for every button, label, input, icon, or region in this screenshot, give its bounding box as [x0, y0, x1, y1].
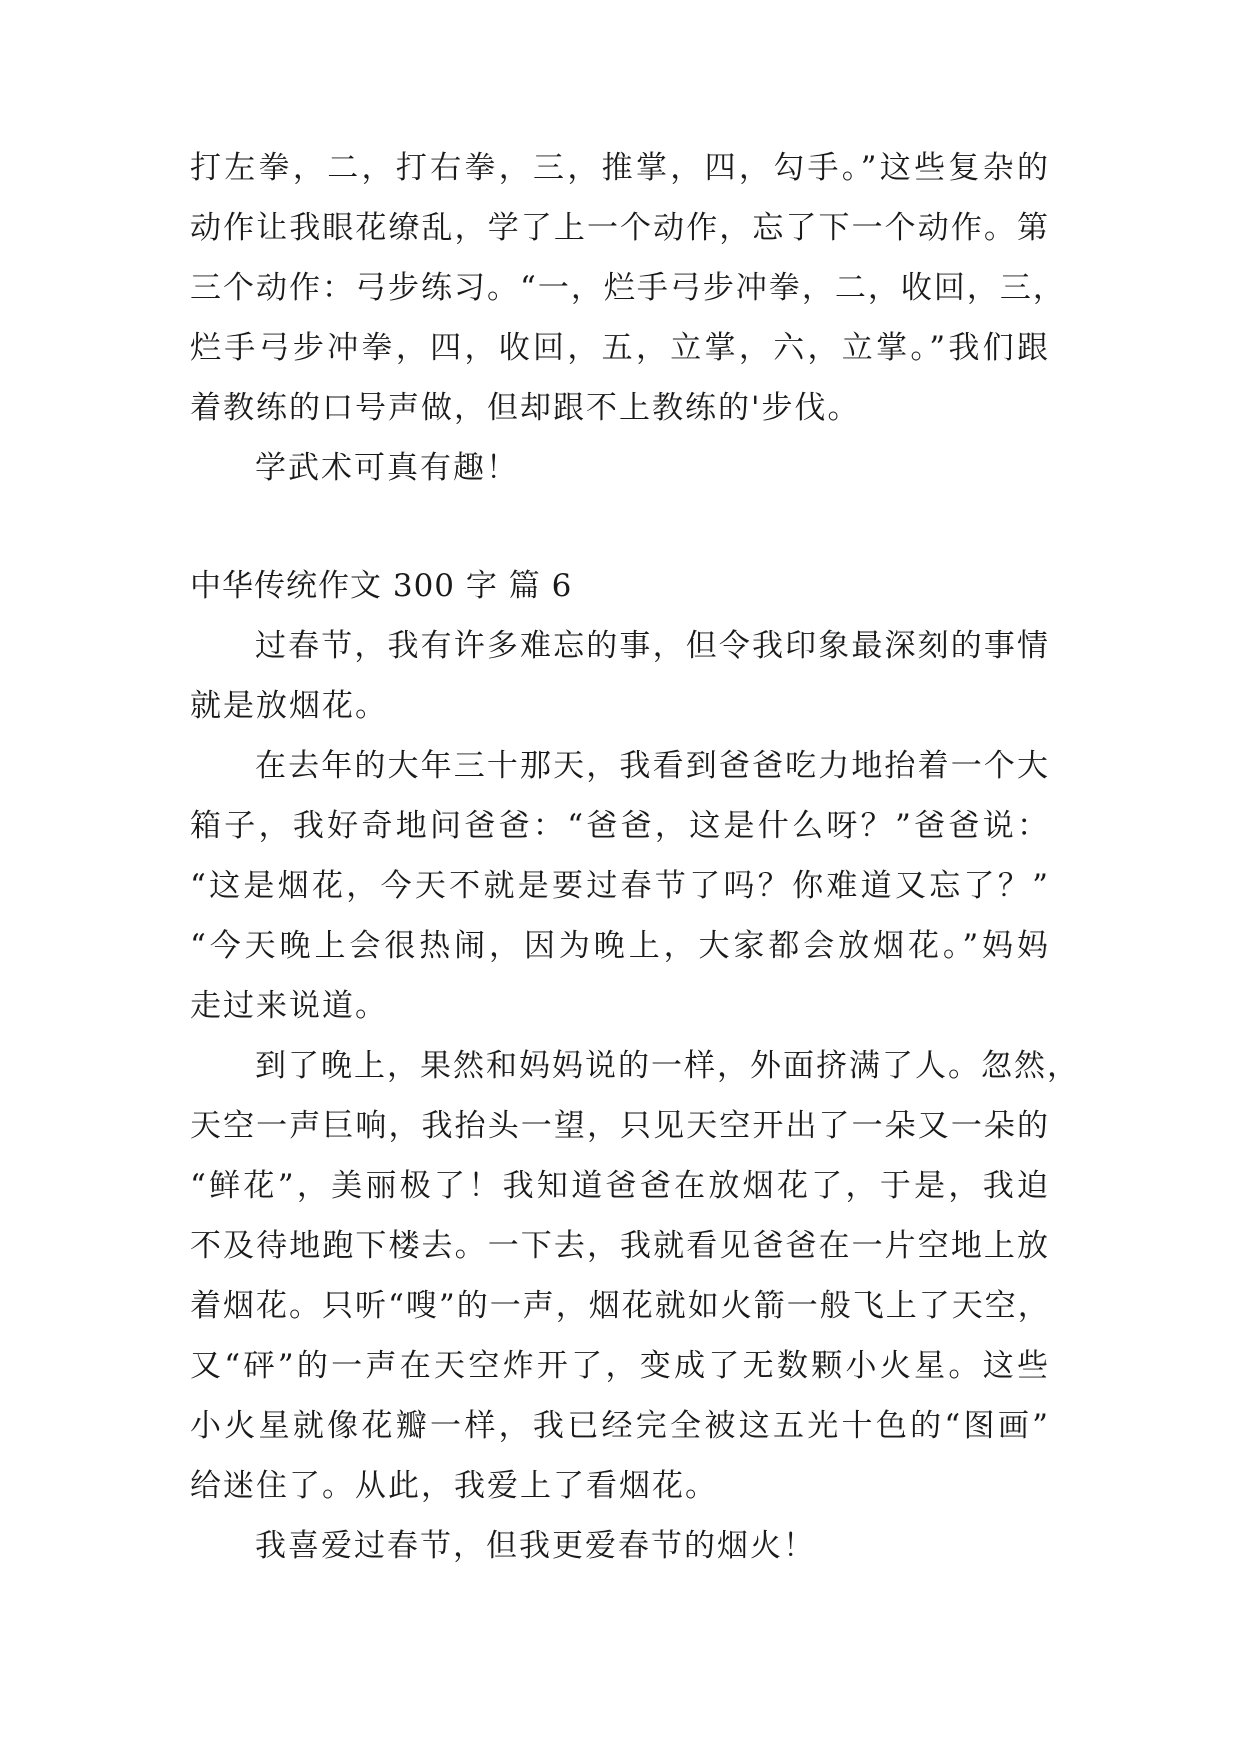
text-line: 我喜爱过春节，但我更爱春节的烟火！ — [255, 1528, 816, 1564]
essay-heading: 中华传统作文 300 字 篇 6 — [190, 568, 573, 604]
text-line: “鲜花”，美丽极了！我知道爸爸在放烟花了，于是，我迫 — [190, 1168, 1050, 1204]
text-line: 天空一声巨响，我抬头一望，只见天空开出了一朵又一朵的 — [190, 1108, 1050, 1144]
text-line: 又“砰”的一声在天空炸开了，变成了无数颗小火星。这些 — [190, 1348, 1050, 1384]
text-line: 在去年的大年三十那天，我看到爸爸吃力地抬着一个大 — [255, 748, 1050, 784]
text-line: 三个动作：弓步练习。“一，烂手弓步冲拳，二，收回，三， — [190, 270, 1066, 306]
text-line: 给迷住了。从此，我爱上了看烟花。 — [190, 1468, 718, 1504]
text-line: 过春节，我有许多难忘的事，但令我印象最深刻的事情 — [255, 628, 1050, 664]
closing-line: 学武术可真有趣！ — [255, 450, 519, 486]
text-line: 烂手弓步冲拳，四，收回，五，立掌，六，立掌。”我们跟 — [190, 330, 1050, 366]
text-line: 箱子，我好奇地问爸爸：“爸爸，这是什么呀？”爸爸说： — [190, 808, 1050, 844]
text-line: 着教练的口号声做，但却跟不上教练的'步伐。 — [190, 390, 861, 426]
text-line: 小火星就像花瓣一样，我已经完全被这五光十色的“图画” — [190, 1408, 1050, 1444]
text-line: 动作让我眼花缭乱，学了上一个动作，忘了下一个动作。第 — [190, 210, 1050, 246]
text-line: “今天晚上会很热闹，因为晚上，大家都会放烟花。”妈妈 — [190, 928, 1050, 964]
text-line: 走过来说道。 — [190, 988, 388, 1024]
text-line: 不及待地跑下楼去。一下去，我就看见爸爸在一片空地上放 — [190, 1228, 1050, 1264]
text-line: 到了晚上，果然和妈妈说的一样，外面挤满了人。忽然， — [255, 1048, 1080, 1084]
text-line: 着烟花。只听“嗖”的一声，烟花就如火箭一般飞上了天空， — [190, 1288, 1051, 1324]
text-line: 就是放烟花。 — [190, 688, 388, 724]
text-line: “这是烟花，今天不就是要过春节了吗？你难道又忘了？” — [190, 868, 1050, 904]
text-line: 打左拳，二，打右拳，三，推掌，四，勾手。”这些复杂的 — [190, 150, 1050, 186]
